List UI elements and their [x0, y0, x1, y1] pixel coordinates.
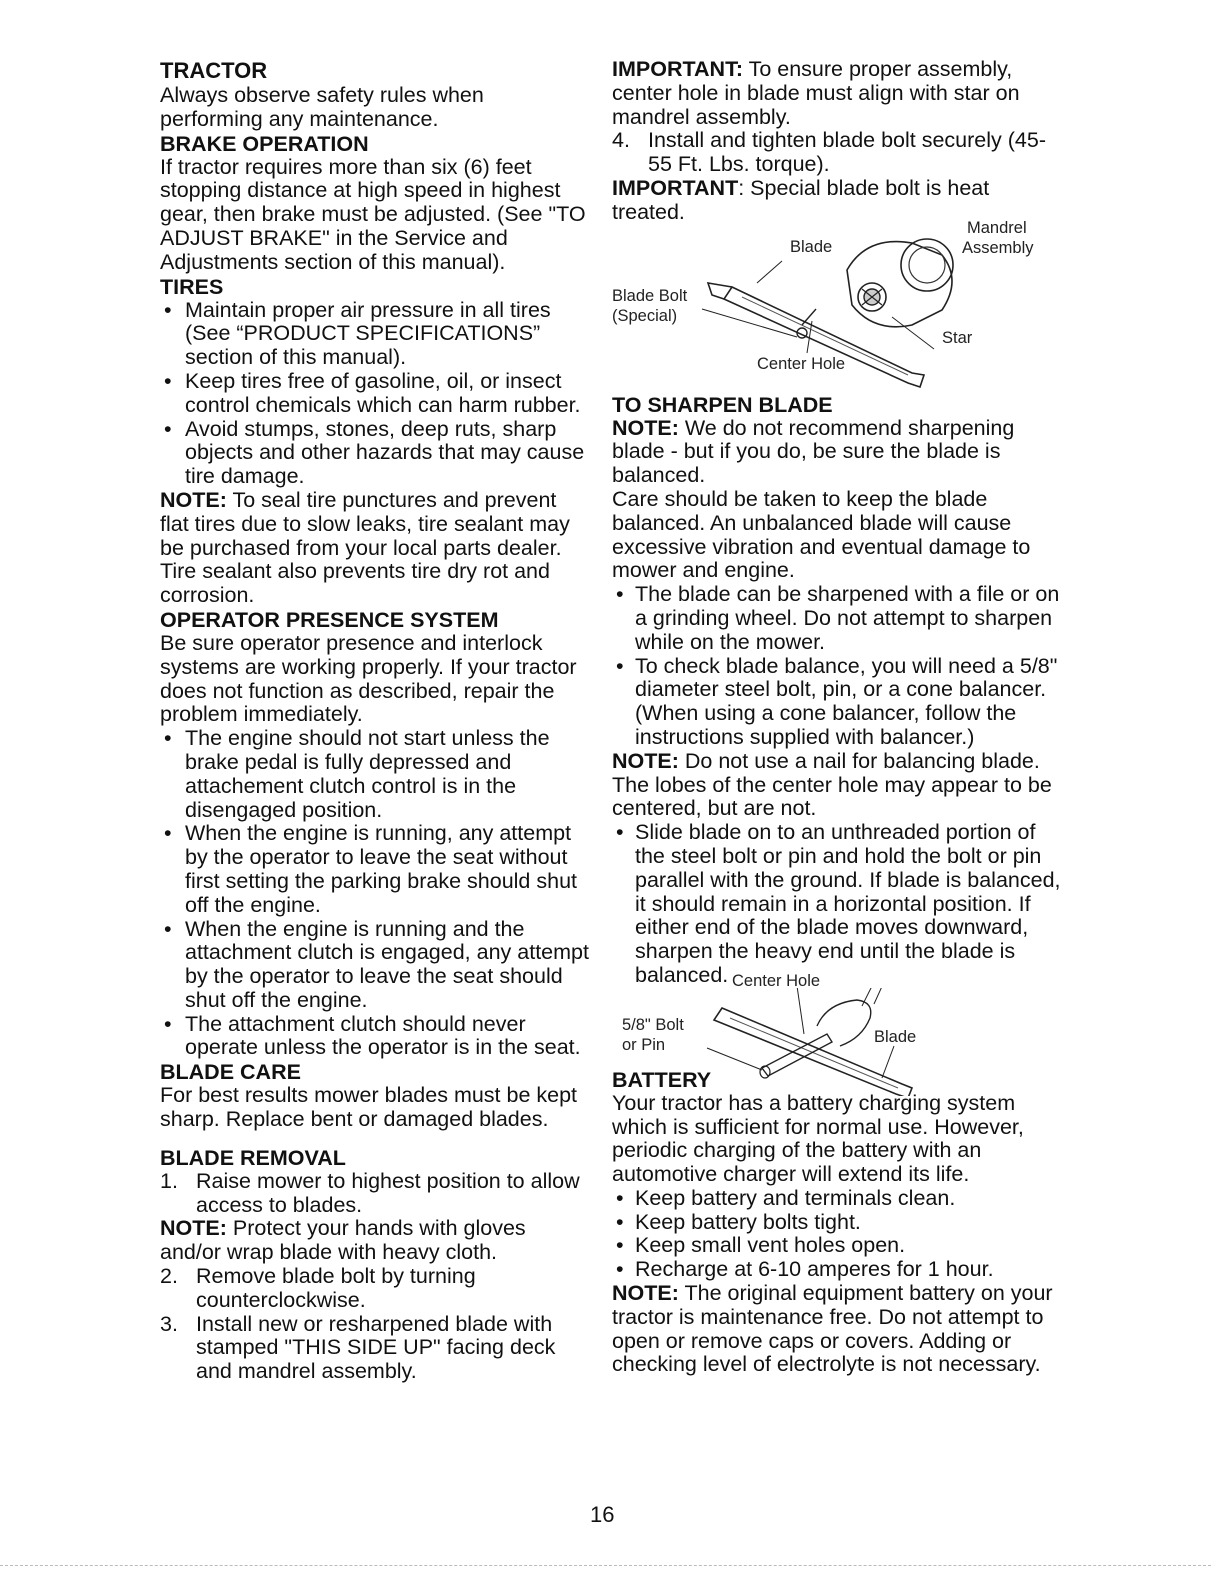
note-label: NOTE: — [612, 415, 679, 440]
list-item: • Keep battery and terminals clean. — [612, 1187, 1062, 1211]
operator-text: Be sure operator presence and interlock systems are working properly. If your tractor does not function as described, repair the problem immediately. — [160, 630, 577, 727]
important-text: : Special blade bolt is heat treated. — [612, 175, 990, 224]
sharpen-text: Care should be taken to keep the blade balanced. An unbalanced blade will cause excessive vibration and eventual damage to mower and engine. — [612, 486, 1031, 583]
heading-brake-operation: BRAKE OPERATION — [160, 131, 369, 156]
blade-mandrel-figure — [612, 218, 1062, 393]
note-label: NOTE: — [160, 487, 227, 512]
tires-list — [160, 299, 590, 489]
page-bottom-edge — [0, 1565, 1211, 1567]
step-number: 1. — [160, 1168, 178, 1193]
list-item: • The attachment clutch should never operate unless the operator is in the seat. — [160, 1013, 590, 1061]
list-item: • Keep small vent holes open. — [612, 1234, 1062, 1258]
label-assembly: Assembly — [962, 238, 1034, 257]
list-item: • Recharge at 6-10 amperes for 1 hour. — [612, 1258, 1062, 1282]
list-item: • Keep battery bolts tight. — [612, 1211, 1062, 1235]
label-blade: Blade — [790, 237, 833, 256]
label-mandrel: Mandrel — [967, 218, 1027, 237]
list-item: • When the engine is running and the attachment clutch is engaged, any attempt by the operator to leave the seat should shut off the engine. — [160, 918, 590, 1013]
important-note-2 — [612, 177, 1062, 225]
heading-sharpen-blade: TO SHARPEN BLADE — [612, 392, 833, 417]
important-label: IMPORTANT: — [612, 57, 743, 81]
step-text: Remove blade bolt by turning counterclockwise. — [196, 1264, 476, 1312]
note-label: NOTE: — [612, 748, 679, 773]
label-blade-bolt: Blade Bolt — [612, 286, 688, 305]
heading-blade-removal: BLADE REMOVAL — [160, 1145, 346, 1170]
note-text: To seal tire punctures and prevent flat tires due to slow leaks, tire sealant may be purchased from your local parts dealer. Tire sealant also prevents tire dry rot and corrosion. — [160, 487, 570, 608]
important-note-1 — [612, 58, 1062, 129]
tires-note — [160, 489, 590, 608]
blade-balance-figure — [612, 971, 1062, 1096]
intro-text: Always observe safety rules when performing any maintenance. — [160, 83, 484, 131]
step-number: 3. — [160, 1311, 178, 1336]
label-blade: Blade — [874, 1027, 917, 1046]
step-number: 4. — [612, 128, 630, 153]
left-column — [160, 58, 590, 1384]
note-text: We do not recommend sharpening blade - but if you do, be sure the blade is balanced. — [612, 415, 1015, 488]
sharpen-note — [612, 417, 1062, 488]
step-text: Install and tighten blade bolt securely (45-55 Ft. Lbs. torque). — [648, 128, 1046, 177]
blade-care-text: For best results mower blades must be kept sharp. Replace bent or damaged blades. — [160, 1083, 578, 1132]
important-label: IMPORTANT — [612, 175, 739, 200]
heading-tires: TIRES — [160, 274, 224, 299]
note-label: NOTE: — [160, 1216, 227, 1241]
step-text: Raise mower to highest position to allow access to blades. — [196, 1168, 580, 1217]
list-item: • Avoid stumps, stones, deep ruts, sharp objects and other hazards that may cause tire damage. — [160, 418, 590, 489]
brake-text: If tractor requires more than six (6) feet stopping distance at high speed in highest gear, then brake must be adjusted. (See "TO ADJUST BRAKE" in the Service and Adjustments section of this manual). — [160, 154, 586, 274]
heading-operator-presence: OPERATOR PRESENCE SYSTEM — [160, 607, 499, 632]
balance-list — [612, 821, 1062, 988]
note-text: Do not use a nail for balancing blade. The lobes of the center hole may appear to be centered, but are not. — [612, 748, 1052, 821]
step-text: Install new or resharpened blade with stamped "THIS SIDE UP" facing deck and mandrel assembly. — [196, 1311, 556, 1384]
label-or-pin: or Pin — [622, 1035, 666, 1054]
step-1 — [160, 1170, 590, 1218]
list-item: • When the engine is running, any attempt by the operator to leave the seat without first setting the parking brake should shut off the engine. — [160, 822, 590, 917]
note-text: Protect your hands with gloves and/or wrap blade with heavy cloth. — [160, 1216, 526, 1265]
battery-note — [612, 1282, 1062, 1377]
step-3 — [160, 1313, 590, 1384]
battery-text: Your tractor has a battery charging system which is sufficient for normal use. However, periodic charging of the battery with an automotive charger will extend its life. — [612, 1090, 1024, 1187]
blade-removal-note — [160, 1217, 590, 1265]
label-special: (Special) — [612, 306, 678, 325]
important-text: To ensure proper assembly, center hole in blade must align with star on mandrel assembly. — [612, 57, 1020, 129]
step-number: 2. — [160, 1264, 178, 1289]
page-number: 16 — [590, 1502, 615, 1527]
label-star: Star — [942, 328, 973, 347]
operator-list — [160, 727, 590, 1060]
list-item: • The engine should not start unless the brake pedal is fully depressed and attachement clutch control is in the disengaged position. — [160, 727, 590, 822]
note-label: NOTE: — [612, 1281, 679, 1306]
list-item: • The blade can be sharpened with a file or on a grinding wheel. Do not attempt to sharpen while on the mower. — [612, 583, 1062, 654]
label-center-hole: Center Hole — [757, 354, 846, 373]
sharpen-list — [612, 583, 1062, 750]
section-title-tractor: TRACTOR — [160, 58, 268, 83]
list-item: • To check blade balance, you will need a 5/8" diameter steel bolt, pin, or a cone balancer. (When using a cone balancer, follow the instructions supplied with balancer.) — [612, 655, 1062, 750]
heading-blade-care: BLADE CARE — [160, 1060, 301, 1085]
step-2 — [160, 1265, 590, 1313]
step-4 — [612, 129, 1062, 177]
label-center-hole: Center Hole — [732, 971, 821, 990]
note-text: The original equipment battery on your tractor is maintenance free. Do not attempt to open or remove caps or covers. Adding or checking level of electrolyte is not necessary. — [612, 1281, 1053, 1377]
battery-list — [612, 1187, 1062, 1282]
heading-battery: BATTERY — [612, 1067, 712, 1092]
list-item: • Slide blade on to an unthreaded portion of the steel bolt or pin and hold the bolt or pin parallel with the ground. If blade is balanced, it should remain in a horizontal position. If either end of the blade moves downward, sharpen the heavy end until the blade is balanced. — [612, 821, 1062, 988]
blade-balance-illustration — [612, 988, 1062, 1096]
right-column — [612, 58, 1062, 1377]
list-item: • Maintain proper air pressure in all tires (See “PRODUCT SPECIFICATIONS” section of this manual). — [160, 299, 590, 370]
sharpen-note-2 — [612, 750, 1062, 821]
label-bolt: 5/8" Bolt — [622, 1015, 684, 1034]
list-item: • Keep tires free of gasoline, oil, or insect control chemicals which can harm rubber. — [160, 370, 590, 418]
